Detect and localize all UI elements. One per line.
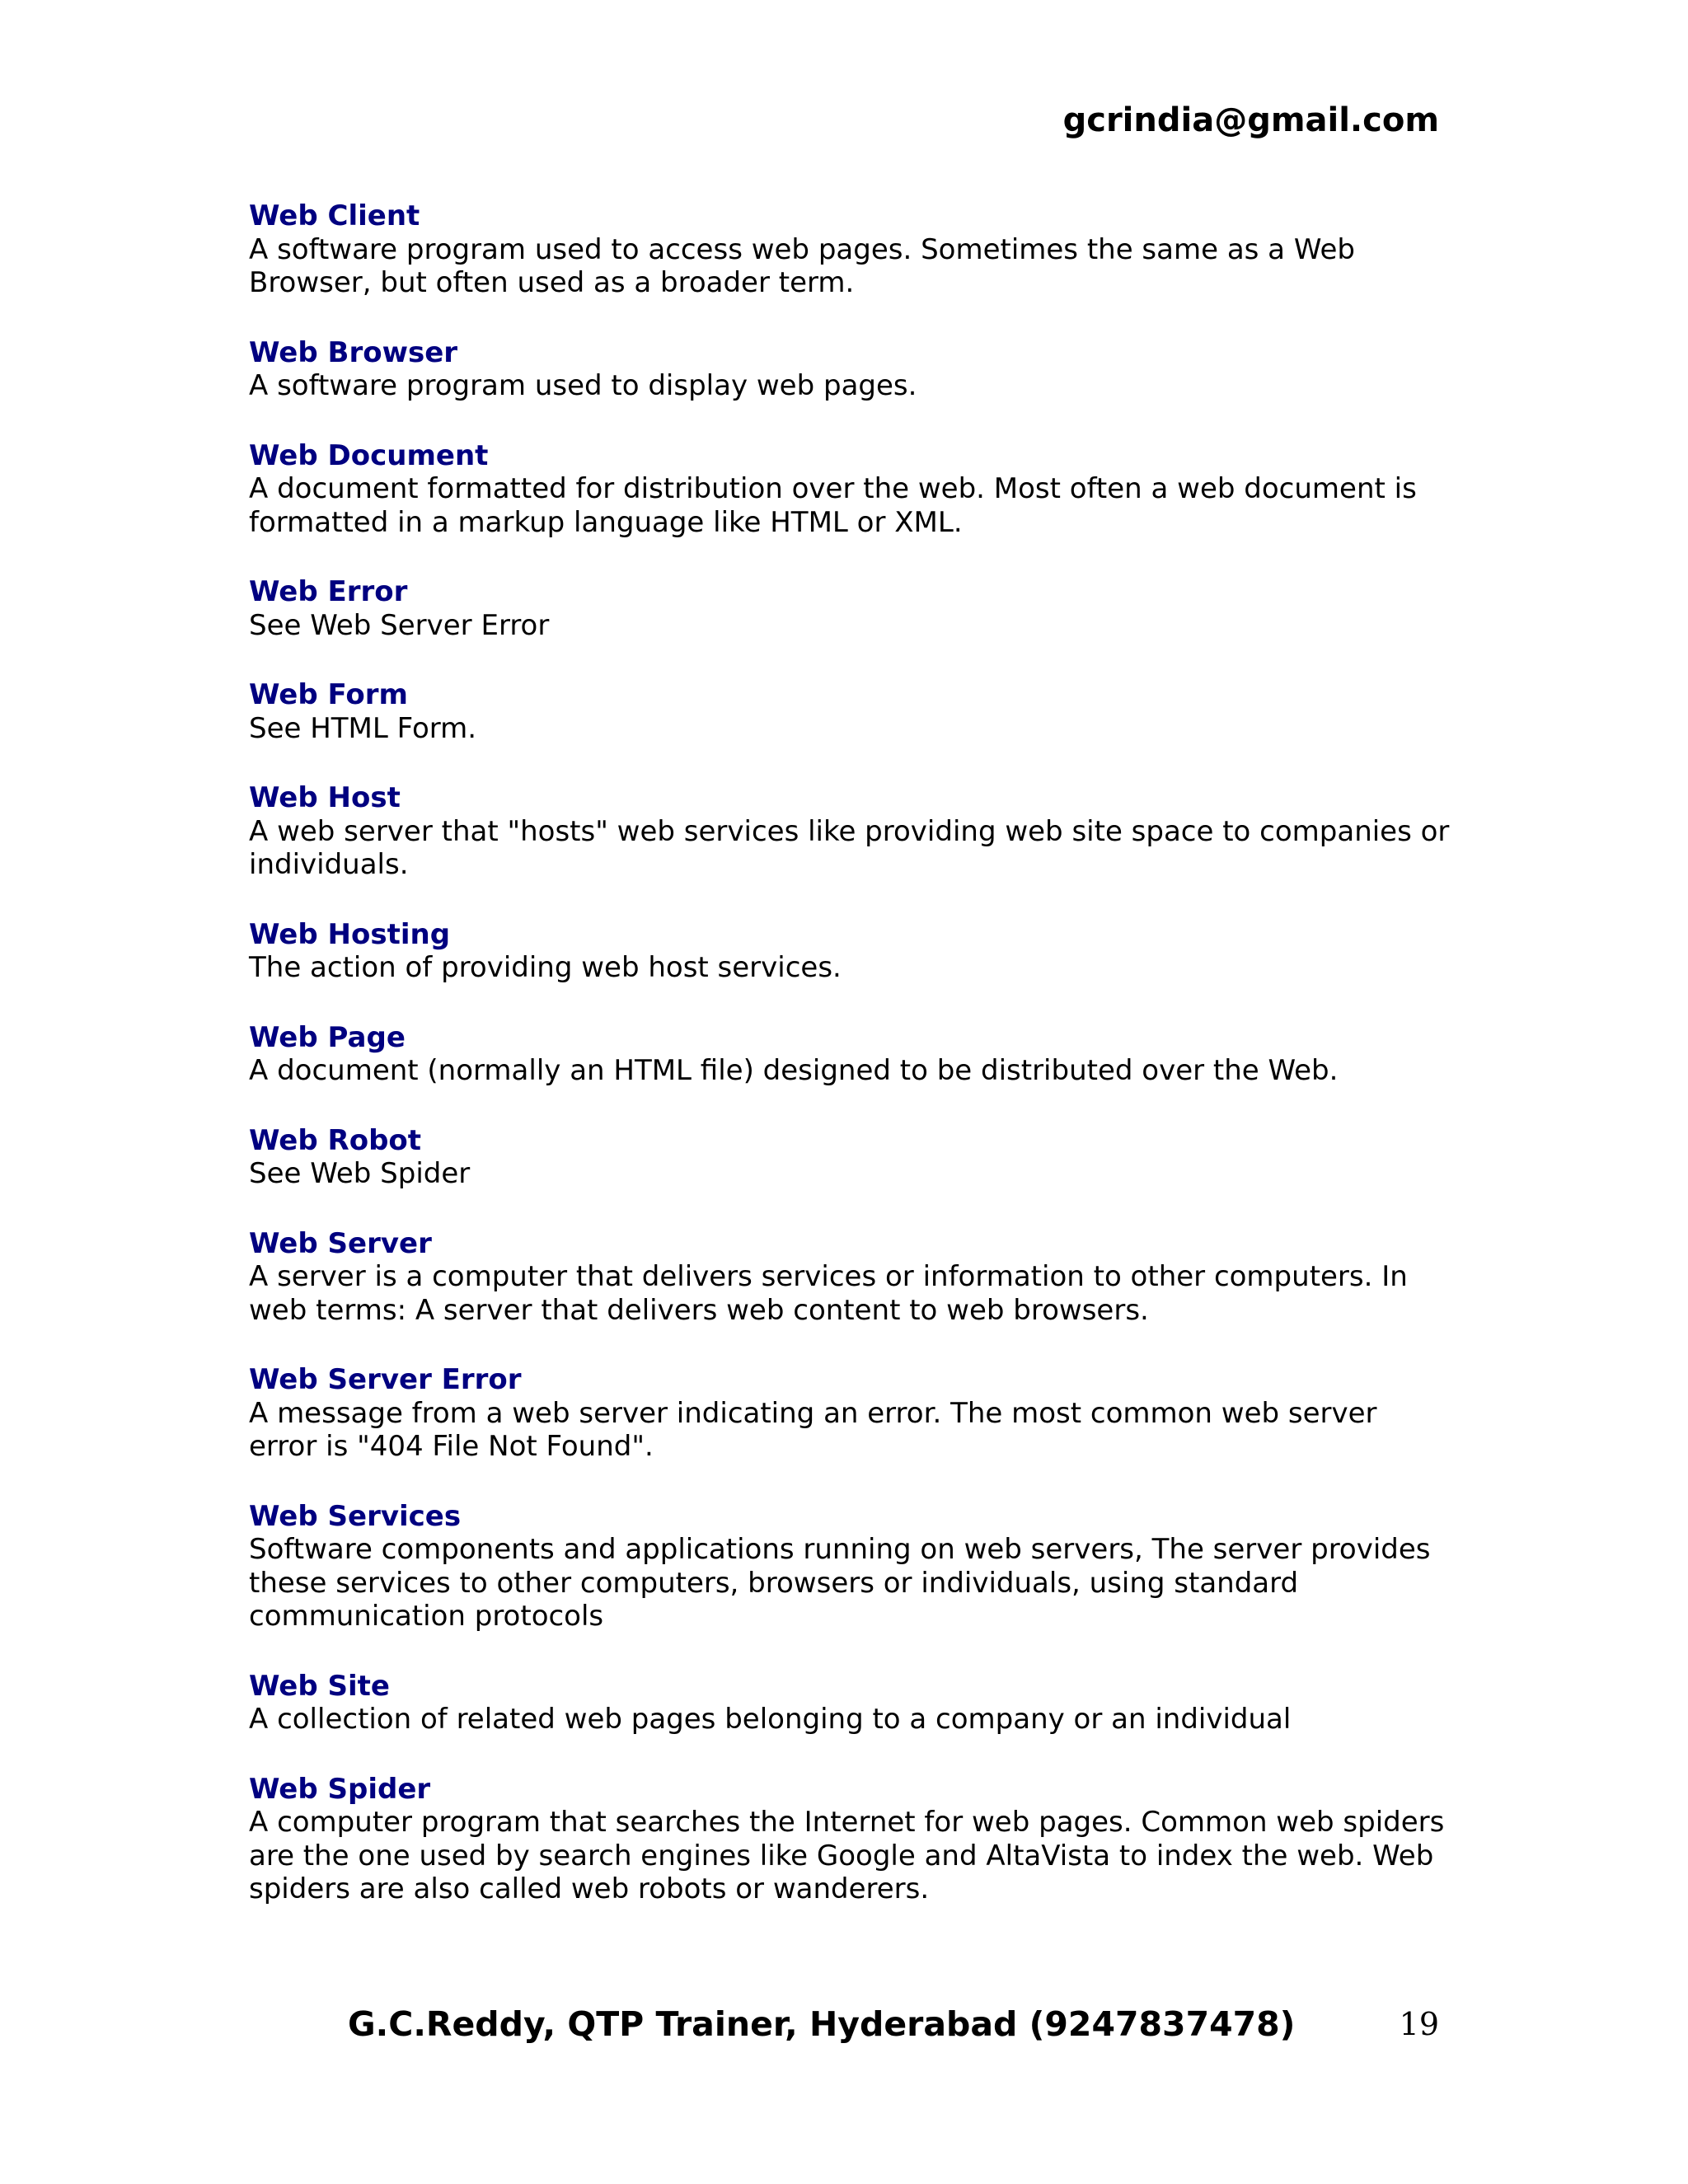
glossary-definition: See HTML Form.	[249, 711, 477, 745]
footer-author: G.C.Reddy, QTP Trainer, Hyderabad (9247837478)	[348, 2004, 1296, 2044]
glossary-definition: A software program used to display web pages.	[249, 369, 917, 402]
glossary-definition: The action of providing web host services.	[249, 951, 842, 984]
glossary-entry-web-hosting	[249, 918, 1452, 985]
glossary-entry-web-error	[249, 575, 1452, 642]
glossary-entry-web-services	[249, 1500, 1452, 1633]
glossary-term: Web Browser	[249, 335, 458, 369]
glossary-term: Web Page	[249, 1020, 406, 1054]
glossary-definition: A collection of related web pages belonging to a company or an individual	[249, 1703, 1292, 1736]
glossary-entry-web-spider	[249, 1773, 1452, 1906]
header-email: gcrindia@gmail.com	[1062, 101, 1439, 139]
glossary-definition: A software program used to access web pages. Sometimes the same as a Web Browser, but often used as a broader term.	[249, 232, 1355, 299]
glossary-entry-web-client	[249, 199, 1452, 300]
glossary-entry-web-form	[249, 678, 1452, 745]
glossary-entry-web-server	[249, 1227, 1452, 1328]
glossary-term: Web Server Error	[249, 1363, 522, 1396]
glossary-term: Web Hosting	[249, 917, 451, 951]
glossary-term: Web Host	[249, 781, 401, 814]
glossary-term: Web Robot	[249, 1123, 422, 1157]
glossary-term: Web Services	[249, 1499, 462, 1533]
page-number: 19	[1399, 2006, 1439, 2042]
glossary-entry-web-page	[249, 1021, 1452, 1088]
glossary-entry-web-browser	[249, 336, 1452, 403]
page-footer	[0, 1999, 1688, 2049]
glossary-entry-web-document	[249, 439, 1452, 540]
glossary-term: Web Error	[249, 575, 408, 608]
glossary-entry-web-robot	[249, 1124, 1452, 1191]
glossary-list	[249, 199, 1452, 1943]
glossary-definition: A server is a computer that delivers services or information to other computers. In web terms: A server that delivers web content to web browsers.	[249, 1260, 1408, 1327]
glossary-entry-web-host	[249, 781, 1452, 882]
glossary-definition: A message from a web server indicating an error. The most common web server error is "404 File Not Found".	[249, 1396, 1377, 1463]
glossary-term: Web Client	[249, 199, 420, 232]
glossary-definition: A computer program that searches the Internet for web pages. Common web spiders are the one used by search engines like Google and AltaVista to index the web. Web spiders are also called web robots or wanderers.	[249, 1806, 1445, 1905]
glossary-definition: A web server that "hosts" web services like providing web site space to companies or individuals.	[249, 814, 1450, 881]
glossary-term: Web Document	[249, 438, 489, 472]
glossary-term: Web Site	[249, 1669, 390, 1703]
glossary-term: Web Form	[249, 678, 408, 711]
glossary-definition: A document formatted for distribution over the web. Most often a web document is formatted in a markup language like HTML or XML.	[249, 472, 1417, 539]
glossary-definition: A document (normally an HTML file) designed to be distributed over the Web.	[249, 1054, 1339, 1087]
glossary-definition: See Web Server Error	[249, 608, 550, 642]
glossary-definition: Software components and applications running on web servers, The server provides these services to other computers, browsers or individuals, using standard communication protocols	[249, 1533, 1431, 1633]
glossary-definition: See Web Spider	[249, 1157, 471, 1190]
glossary-entry-web-server-error	[249, 1363, 1452, 1464]
glossary-term: Web Spider	[249, 1772, 431, 1806]
glossary-term: Web Server	[249, 1226, 432, 1260]
glossary-entry-web-site	[249, 1670, 1452, 1736]
